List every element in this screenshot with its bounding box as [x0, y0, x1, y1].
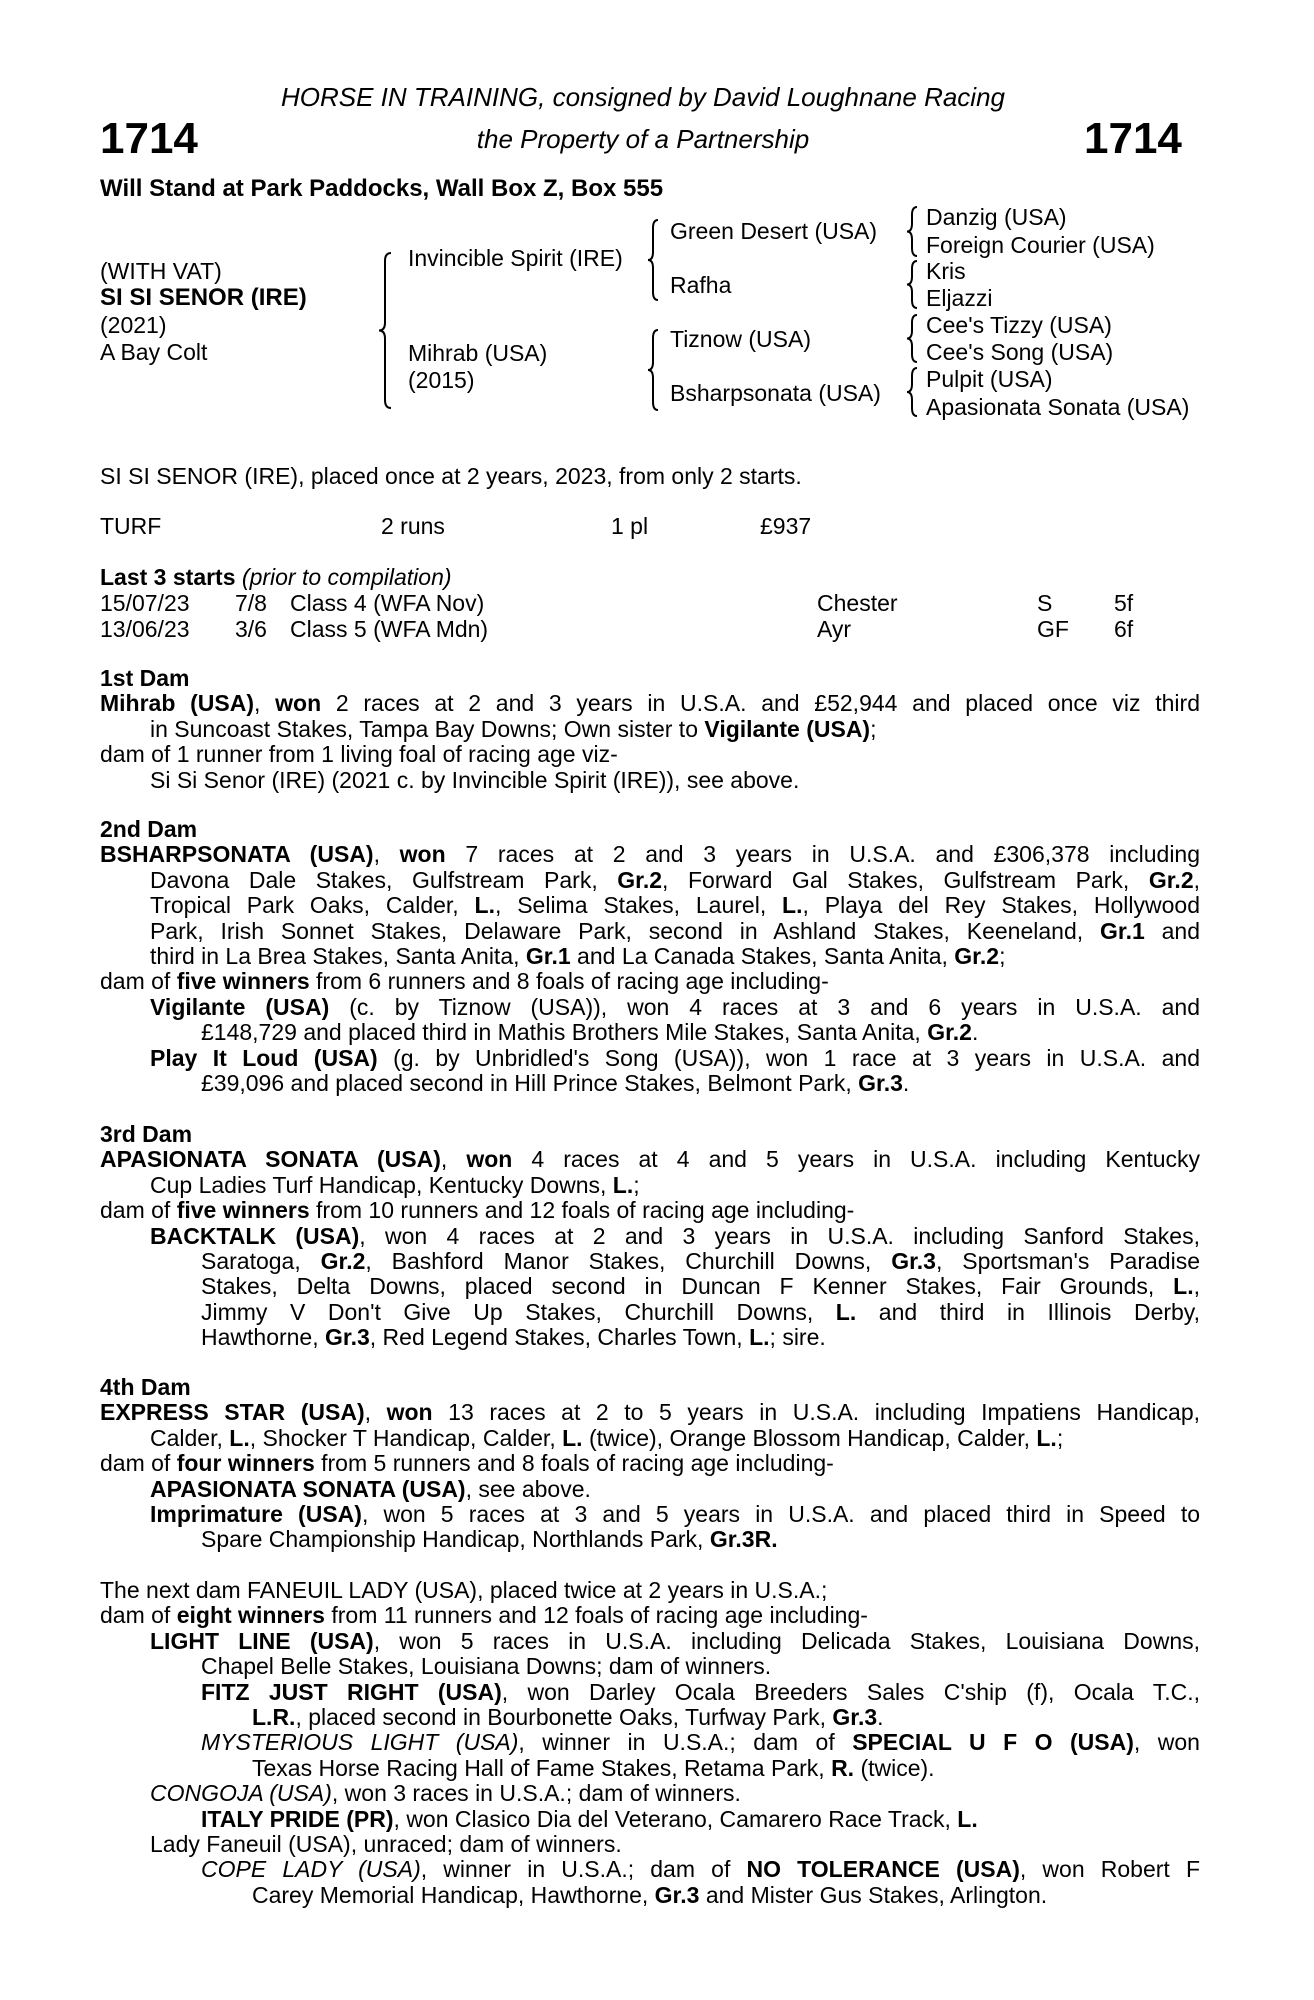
text: £39,096 and placed second in Hill Prince Stakes, Belmont Park,	[201, 1069, 859, 1096]
text: ,	[254, 690, 276, 717]
text: from 10 runners and 12 foals of racing age including-	[309, 1197, 855, 1224]
text: , won 4 races at 2 and 3 years in U.S.A. including Sanford Stakes,	[359, 1222, 1200, 1249]
text: dam of	[100, 1602, 177, 1629]
pedigree-braces	[0, 0, 1314, 440]
bold-text: Gr.2	[954, 942, 1000, 969]
text-line	[150, 1426, 1200, 1451]
bold-text: Gr.2	[927, 1019, 972, 1046]
text-line	[201, 1527, 1200, 1552]
bold-text: Gr.1	[1100, 917, 1145, 944]
bold-text: L.	[957, 1805, 978, 1832]
text-line	[201, 1249, 1200, 1274]
pedigree-gen3-7: Pulpit (USA)	[926, 366, 1053, 392]
bold-text: four winners	[176, 1450, 315, 1477]
text: from 5 runners and 8 foals of racing age including-	[314, 1450, 834, 1477]
bold-text: L.	[782, 892, 803, 919]
bold-text: won	[399, 841, 446, 868]
lot-number-right: 1714	[1084, 114, 1182, 163]
text-line	[100, 1400, 1200, 1425]
text-line	[100, 842, 1200, 867]
dam-section-heading: 4th Dam	[100, 1374, 191, 1400]
text: from 6 runners and 8 foals of racing age including-	[309, 968, 829, 995]
text: Stakes, Delta Downs, placed second in Duncan F Kenner Stakes, Fair Grounds,	[201, 1273, 1174, 1300]
pedigree-sire-sire: Green Desert (USA)	[670, 218, 878, 244]
text-line	[150, 1046, 1200, 1071]
text: Davona Dale Stakes, Gulfstream Park,	[150, 866, 618, 893]
brace-icon	[907, 368, 917, 416]
text: 13 races at 2 to 5 years in U.S.A. including Impatiens Handicap,	[432, 1399, 1201, 1426]
text-line	[100, 1147, 1200, 1172]
text: .	[877, 1703, 884, 1730]
bold-text: L.	[474, 892, 495, 919]
bold-text: L.	[1173, 1273, 1194, 1300]
bold-text: LIGHT LINE (USA)	[150, 1627, 374, 1654]
text: , Shocker T Handicap, Calder,	[249, 1424, 563, 1451]
race-summary: SI SI SENOR (IRE), placed once at 2 years, 2023, from only 2 starts.	[100, 463, 802, 489]
horse-description: A Bay Colt	[100, 339, 208, 365]
text: , won 3 races in U.S.A.; dam of winners.	[331, 1780, 741, 1807]
text: .	[971, 1019, 979, 1046]
text: , Sportsman's Paradise	[935, 1247, 1200, 1274]
text: , winner in U.S.A.; dam of	[420, 1856, 747, 1883]
text-line	[201, 1680, 1200, 1705]
text: dam of	[100, 968, 177, 995]
bold-text: Gr.3R.	[709, 1526, 778, 1553]
pedigree-gen3-5: Cee's Tizzy (USA)	[926, 312, 1112, 338]
bold-text: Gr.1	[525, 942, 571, 969]
text: ,	[440, 1146, 467, 1173]
text-line	[150, 1502, 1200, 1527]
dam-section	[100, 1578, 1200, 1908]
pedigree-dam-dam: Bsharpsonata (USA)	[670, 380, 881, 406]
bold-text: Vigilante (USA)	[150, 993, 330, 1020]
text: 2 races at 2 and 3 years in U.S.A. and £52,944 and placed once viz third	[321, 690, 1200, 717]
bold-text: won	[386, 1399, 433, 1426]
text: , Bashford Manor Stakes, Churchill Downs,	[365, 1247, 892, 1274]
stand-location: Will Stand at Park Paddocks, Wall Box Z, Box 555	[100, 175, 664, 202]
dam-section	[100, 1375, 1200, 1553]
text-line	[150, 919, 1200, 944]
text-line	[201, 1325, 1200, 1350]
text: Si Si Senor (IRE) (2021 c. by Invincible Spirit (IRE)), see above.	[150, 766, 800, 793]
text-line	[252, 1756, 1200, 1781]
text: , placed second in Bourbonette Oaks, Turfway Park,	[295, 1703, 833, 1730]
bold-text: eight winners	[176, 1602, 325, 1629]
start-dist: 5f	[1114, 590, 1134, 616]
text-line	[201, 1807, 1200, 1832]
text-line	[150, 1173, 1200, 1198]
bold-text: L.	[835, 1298, 857, 1325]
catalogue-title: HORSE IN TRAINING, consigned by David Loughnane Racing	[280, 82, 1005, 112]
bold-text: R.	[831, 1754, 855, 1781]
text: Jimmy V Don't Give Up Stakes, Churchill Downs,	[201, 1298, 836, 1325]
pedigree-sire-dam: Rafha	[670, 272, 732, 298]
text: dam of	[100, 1197, 177, 1224]
start-going: S	[1037, 590, 1053, 616]
bold-text: EXPRESS STAR (USA)	[100, 1399, 365, 1426]
text: ;	[999, 942, 1006, 969]
bold-text: ITALY PRIDE (PR)	[201, 1805, 394, 1832]
text-line	[252, 1705, 1200, 1730]
text-line	[150, 717, 1200, 742]
text: , see above.	[465, 1475, 591, 1502]
text: dam of 1 runner from 1 living foal of racing age viz-	[100, 741, 618, 768]
text: 4 races at 4 and 5 years in U.S.A. including Kentucky	[512, 1146, 1201, 1173]
bold-text: APASIONATA SONATA (USA)	[100, 1146, 441, 1173]
bold-text: Mihrab (USA)	[100, 690, 254, 717]
text-line	[201, 1274, 1200, 1299]
record-surface: TURF	[100, 513, 162, 539]
vendor-subtitle: the Property of a Partnership	[476, 124, 810, 154]
bold-text: five winners	[176, 968, 310, 995]
text-line	[150, 1224, 1200, 1249]
text: ,	[1193, 1273, 1200, 1300]
text: £148,729 and placed third in Mathis Brothers Mile Stakes, Santa Anita,	[201, 1019, 928, 1046]
start-date: 15/07/23	[100, 590, 190, 616]
brace-icon	[907, 261, 917, 308]
text-line	[100, 1578, 1200, 1603]
text: Calder,	[150, 1424, 230, 1451]
pedigree-gen3-1: Danzig (USA)	[926, 204, 1067, 230]
bold-text: won	[275, 690, 322, 717]
pedigree-sire: Invincible Spirit (IRE)	[408, 245, 623, 271]
text: Chapel Belle Stakes, Louisiana Downs; dam of winners.	[201, 1653, 772, 1680]
text: ,	[364, 1399, 387, 1426]
text: (twice), Orange Blossom Handicap, Calder,	[582, 1424, 1037, 1451]
text: Lady Faneuil (USA), unraced; dam of winners.	[150, 1830, 622, 1857]
bold-text: Gr.3	[832, 1703, 878, 1730]
text: ,	[373, 841, 400, 868]
text: , Red Legend Stakes, Charles Town,	[369, 1324, 750, 1351]
dam-section-heading: 3rd Dam	[100, 1121, 193, 1147]
text: , won Clasico Dia del Veterano, Camarero Race Track,	[393, 1805, 958, 1832]
text: ;	[633, 1171, 640, 1198]
horse-year: (2021)	[100, 312, 167, 338]
text: Spare Championship Handicap, Northlands Park,	[201, 1526, 710, 1553]
text: , won Darley Ocala Breeders Sales C'ship (f), Ocala T.C.,	[501, 1678, 1200, 1705]
text-line	[150, 995, 1200, 1020]
bold-text: Gr.2	[617, 866, 663, 893]
text: ,	[1193, 866, 1201, 893]
text: , winner in U.S.A.; dam of	[518, 1729, 853, 1756]
italic-text: CONGOJA (USA)	[150, 1780, 332, 1807]
text: , won 5 races in U.S.A. including Delicada Stakes, Louisiana Downs,	[373, 1627, 1201, 1654]
text: Saratoga,	[201, 1247, 321, 1274]
bold-text: L.	[749, 1324, 770, 1351]
text-line	[100, 1603, 1200, 1628]
record-prize: £937	[760, 513, 812, 539]
text-line	[201, 1654, 1200, 1679]
dam-section-heading: 1st Dam	[100, 665, 190, 691]
vat-note: (WITH VAT)	[100, 258, 222, 284]
start-pos: 7/8	[235, 590, 267, 616]
bold-text: BACKTALK (USA)	[150, 1222, 360, 1249]
text-line	[150, 768, 1200, 793]
text: Texas Horse Racing Hall of Fame Stakes, Retama Park,	[252, 1754, 832, 1781]
start-course: Ayr	[817, 616, 852, 642]
text-line	[201, 1730, 1200, 1755]
brace-icon	[907, 315, 917, 362]
text: and Mister Gus Stakes, Arlington.	[699, 1881, 1048, 1908]
text: (c. by Tiznow (USA)), won 4 races at 3 and 6 years in U.S.A. and	[329, 993, 1200, 1020]
dam-section	[100, 817, 1200, 1096]
text-line	[201, 1300, 1200, 1325]
bold-text: Gr.3	[891, 1247, 936, 1274]
horse-name: SI SI SENOR (IRE)	[100, 284, 307, 311]
pedigree-dam: Mihrab (USA)	[408, 340, 548, 366]
bold-text: Gr.3	[858, 1069, 903, 1096]
text-line	[150, 1629, 1200, 1654]
text-line	[150, 1832, 1200, 1857]
bold-text: L.	[1036, 1424, 1057, 1451]
bold-text: NO TOLERANCE (USA)	[746, 1856, 1020, 1883]
record-runs: 2 runs	[381, 513, 445, 539]
text-line	[252, 1883, 1200, 1908]
start-dist: 6f	[1114, 616, 1134, 642]
text: dam of	[100, 1450, 177, 1477]
bold-text: Play It Loud (USA)	[150, 1044, 378, 1071]
start-pos: 3/6	[235, 616, 267, 642]
pedigree-gen3-6: Cee's Song (USA)	[926, 339, 1114, 365]
brace-icon	[648, 220, 658, 300]
dam-section	[100, 1122, 1200, 1351]
text: Hawthorne,	[201, 1324, 326, 1351]
text: in Suncoast Stakes, Tampa Bay Downs; Own sister to	[150, 715, 705, 742]
pedigree-gen3-4: Eljazzi	[926, 285, 993, 311]
text-line	[100, 691, 1200, 716]
text-line	[100, 742, 1200, 767]
text-line	[201, 1020, 1200, 1045]
dam-section	[100, 666, 1200, 793]
last-starts-heading	[100, 564, 452, 590]
text-line	[150, 1477, 1200, 1502]
bold-text: FITZ JUST RIGHT (USA)	[201, 1678, 502, 1705]
pedigree-dam-year: (2015)	[408, 367, 475, 393]
text-line	[150, 868, 1200, 893]
text: (g. by Unbridled's Song (USA)), won 1 race at 3 years in U.S.A. and	[377, 1044, 1200, 1071]
text-line	[150, 1781, 1200, 1806]
pedigree-dam-sire: Tiznow (USA)	[670, 326, 811, 352]
pedigree-gen3-8: Apasionata Sonata (USA)	[926, 394, 1190, 420]
bold-text: L.	[229, 1424, 250, 1451]
brace-icon	[379, 253, 391, 408]
text: 7 races at 2 and 3 years in U.S.A. and £306,378 including	[445, 841, 1201, 868]
text-line	[201, 1857, 1200, 1882]
bold-text: BSHARPSONATA (USA)	[100, 841, 374, 868]
text-line	[100, 1451, 1200, 1476]
start-going: GF	[1037, 616, 1069, 642]
bold-text: Gr.2	[1148, 866, 1194, 893]
text: Cup Ladies Turf Handicap, Kentucky Downs,	[150, 1171, 613, 1198]
record-placed: 1 pl	[611, 513, 649, 539]
bold-text: Gr.2	[320, 1247, 366, 1274]
text: and third in Illinois Derby,	[856, 1298, 1200, 1325]
text: (twice).	[854, 1754, 935, 1781]
bold-text: L.	[562, 1424, 583, 1451]
text: ;	[870, 715, 877, 742]
bold-text: Gr.3	[654, 1881, 700, 1908]
start-date: 13/06/23	[100, 616, 190, 642]
text: ; sire.	[769, 1324, 826, 1351]
text-line	[150, 944, 1200, 969]
text: third in La Brea Stakes, Santa Anita,	[150, 942, 526, 969]
text: , won 5 races at 3 and 5 years in U.S.A. and placed third in Speed to	[361, 1500, 1200, 1527]
bold-text: Vigilante (USA)	[704, 715, 871, 742]
text: .	[902, 1069, 910, 1096]
start-course: Chester	[817, 590, 898, 616]
text: , won Robert F	[1019, 1856, 1200, 1883]
text-line	[100, 1198, 1200, 1223]
bold-text: Imprimature (USA)	[150, 1500, 362, 1527]
start-race: Class 5 (WFA Mdn)	[290, 616, 489, 642]
bold-text: Gr.3	[325, 1324, 370, 1351]
text: from 11 runners and 12 foals of racing age including-	[324, 1602, 868, 1629]
bold-text: won	[466, 1146, 513, 1173]
text: , Forward Gal Stakes, Gulfstream Park,	[662, 866, 1149, 893]
bold-text: L.	[612, 1171, 634, 1198]
text: ;	[1056, 1424, 1064, 1451]
text: Park, Irish Sonnet Stakes, Delaware Park, second in Ashland Stakes, Keeneland,	[150, 917, 1100, 944]
pedigree-gen3-2: Foreign Courier (USA)	[926, 232, 1155, 258]
italic-text: COPE LADY (USA)	[201, 1856, 421, 1883]
text: The next dam FANEUIL LADY (USA), placed twice at 2 years in U.S.A.;	[100, 1577, 828, 1603]
last-starts-note: (prior to compilation)	[241, 564, 452, 590]
bold-text: APASIONATA SONATA (USA)	[150, 1475, 466, 1502]
last-starts-title: Last 3 starts	[100, 564, 236, 590]
text: , Playa del Rey Stakes, Hollywood	[802, 892, 1200, 919]
text: , Selima Stakes, Laurel,	[494, 892, 783, 919]
bold-text: five winners	[176, 1197, 310, 1224]
brace-icon	[907, 207, 917, 256]
text-line	[150, 893, 1200, 918]
pedigree-gen3-3: Kris	[926, 258, 966, 284]
bold-text: SPECIAL U F O (USA)	[852, 1729, 1134, 1756]
text-line	[201, 1071, 1200, 1096]
text-line	[100, 969, 1200, 994]
start-race: Class 4 (WFA Nov)	[290, 590, 485, 616]
brace-icon	[648, 330, 658, 410]
text: Carey Memorial Handicap, Hawthorne,	[252, 1881, 655, 1908]
lot-number-left: 1714	[100, 114, 198, 163]
text: and	[1144, 917, 1200, 944]
italic-text: MYSTERIOUS LIGHT (USA)	[201, 1729, 519, 1756]
dam-section-heading: 2nd Dam	[100, 816, 198, 842]
text: and La Canada Stakes, Santa Anita,	[570, 942, 955, 969]
text: , won	[1133, 1729, 1200, 1756]
text: Tropical Park Oaks, Calder,	[150, 892, 475, 919]
bold-text: L.R.	[252, 1703, 296, 1730]
